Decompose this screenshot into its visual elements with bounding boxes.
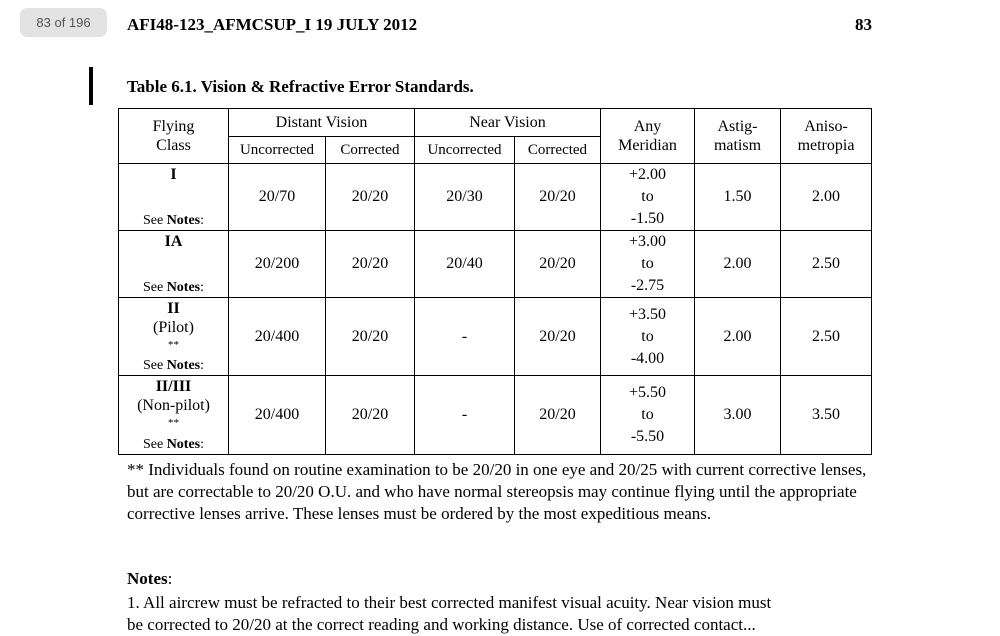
see-notes-bold: Notes [166, 358, 201, 373]
header-flying-class-line2: Class [156, 137, 191, 154]
header-distant-vision: Distant Vision [229, 109, 415, 137]
near-uncorrected-cell: - [415, 376, 515, 455]
see-notes-bold: Notes [166, 213, 201, 228]
near-uncorrected-cell: 20/40 [415, 231, 515, 298]
class-subtitle: (Pilot) [153, 319, 194, 336]
notes-heading-suffix: : [167, 569, 173, 588]
header-anisometropia-line2: metropia [797, 137, 855, 154]
see-notes-bold: Notes [166, 437, 201, 452]
meridian-minus: -5.50 [630, 428, 665, 445]
near-corrected-cell: 20/20 [515, 376, 601, 455]
see-notes [119, 213, 228, 229]
class-name: I [170, 166, 177, 183]
see-notes-suffix: : [200, 280, 205, 295]
change-bar [89, 67, 93, 105]
class-footnote-marker: ** [168, 339, 179, 351]
astigmatism-cell: 1.50 [695, 164, 781, 231]
notes-heading [127, 569, 172, 589]
header-astigmatism [695, 109, 781, 164]
header-anisometropia [781, 109, 872, 164]
meridian-minus: -2.75 [630, 277, 665, 294]
meridian-to: to [641, 255, 654, 272]
meridian-to: to [641, 406, 654, 423]
notes-heading-label: Notes [127, 569, 168, 588]
class-name: II [167, 300, 180, 317]
vision-standards-table [118, 108, 872, 455]
anisometropia-cell: 2.50 [781, 298, 872, 376]
see-notes-prefix: See [142, 213, 167, 228]
near-corrected-cell: 20/20 [515, 164, 601, 231]
meridian-plus: +5.50 [628, 384, 667, 401]
header-near-corrected: Corrected [515, 137, 601, 164]
document-header: AFI48-123_AFMCSUP_I 19 JULY 2012 [127, 15, 418, 34]
astigmatism-cell: 2.00 [695, 231, 781, 298]
distant-uncorrected-cell: 20/200 [229, 231, 326, 298]
header-anisometropia-line1: Aniso- [804, 118, 848, 135]
distant-corrected-cell: 20/20 [326, 376, 415, 455]
anisometropia-cell: 3.50 [781, 376, 872, 455]
table-row [119, 164, 872, 231]
header-near-uncorrected: Uncorrected [415, 137, 515, 164]
class-cell [119, 164, 229, 231]
see-notes-suffix: : [200, 213, 205, 228]
anisometropia-cell: 2.50 [781, 231, 872, 298]
table-row [119, 231, 872, 298]
anisometropia-cell: 2.00 [781, 164, 872, 231]
class-subtitle: (Non-pilot) [137, 397, 210, 414]
see-notes [119, 358, 228, 374]
meridian-minus: -1.50 [630, 210, 665, 227]
see-notes-suffix: : [200, 358, 205, 373]
page-number: 83 [855, 15, 872, 34]
distant-uncorrected-cell: 20/400 [229, 298, 326, 376]
header-astigmatism-line1: Astig- [717, 118, 758, 135]
class-cell [119, 298, 229, 376]
distant-corrected-cell: 20/20 [326, 231, 415, 298]
table-title: Table 6.1. Vision & Refractive Error Standards. [127, 77, 474, 96]
any-meridian-cell [601, 164, 695, 231]
astigmatism-cell: 3.00 [695, 376, 781, 455]
header-astigmatism-line2: matism [713, 137, 762, 154]
any-meridian-cell [601, 376, 695, 455]
note-1: 1. All aircrew must be refracted to their best corrected manifest visual acuity. Near vision must [127, 593, 772, 612]
see-notes-prefix: See [142, 358, 167, 373]
class-name: II/III [155, 378, 192, 395]
see-notes [119, 437, 228, 453]
meridian-plus: +3.50 [628, 305, 667, 323]
class-footnote-marker: ** [168, 417, 179, 429]
meridian-plus: +3.00 [628, 233, 667, 250]
any-meridian-cell [601, 231, 695, 298]
see-notes-suffix: : [200, 437, 205, 452]
header-flying-class [119, 109, 229, 164]
page-indicator[interactable]: 83 of 196 [20, 8, 107, 37]
see-notes-prefix: See [142, 280, 167, 295]
header-any-meridian [601, 109, 695, 164]
meridian-plus: +2.00 [628, 166, 667, 183]
header-near-vision: Near Vision [415, 109, 601, 137]
note-1-continuation: be corrected to 20/20 at the correct reading and working distance. Use of corrected contact... [127, 615, 756, 634]
see-notes-bold: Notes [166, 280, 201, 295]
header-distant-corrected: Corrected [326, 137, 415, 164]
see-notes [119, 280, 228, 296]
near-corrected-cell: 20/20 [515, 298, 601, 376]
near-corrected-cell: 20/20 [515, 231, 601, 298]
header-distant-uncorrected: Uncorrected [229, 137, 326, 164]
distant-uncorrected-cell: 20/70 [229, 164, 326, 231]
distant-corrected-cell: 20/20 [326, 164, 415, 231]
header-any-meridian-line1: Any [633, 118, 662, 135]
class-cell [119, 231, 229, 298]
near-uncorrected-cell: - [415, 298, 515, 376]
table-footnote: ** Individuals found on routine examination to be 20/20 in one eye and 20/25 with current corrective lenses, but are correctable to 20/20 O.U. and who have normal stereopsis may continue flying until the appropriate corrective lenses arrive. These lenses must be ordered by the most expeditious means. [127, 460, 867, 523]
near-uncorrected-cell: 20/30 [415, 164, 515, 231]
table-row [119, 376, 872, 455]
astigmatism-cell: 2.00 [695, 298, 781, 376]
table-row [119, 298, 872, 376]
meridian-to: to [641, 188, 654, 205]
any-meridian-cell [601, 298, 695, 376]
meridian-to: to [641, 327, 654, 345]
class-cell [119, 376, 229, 455]
distant-corrected-cell: 20/20 [326, 298, 415, 376]
see-notes-prefix: See [142, 437, 167, 452]
meridian-minus: -4.00 [630, 349, 665, 367]
class-name: IA [164, 233, 183, 250]
distant-uncorrected-cell: 20/400 [229, 376, 326, 455]
header-flying-class-line1: Flying [152, 118, 195, 135]
header-any-meridian-line2: Meridian [618, 137, 677, 154]
